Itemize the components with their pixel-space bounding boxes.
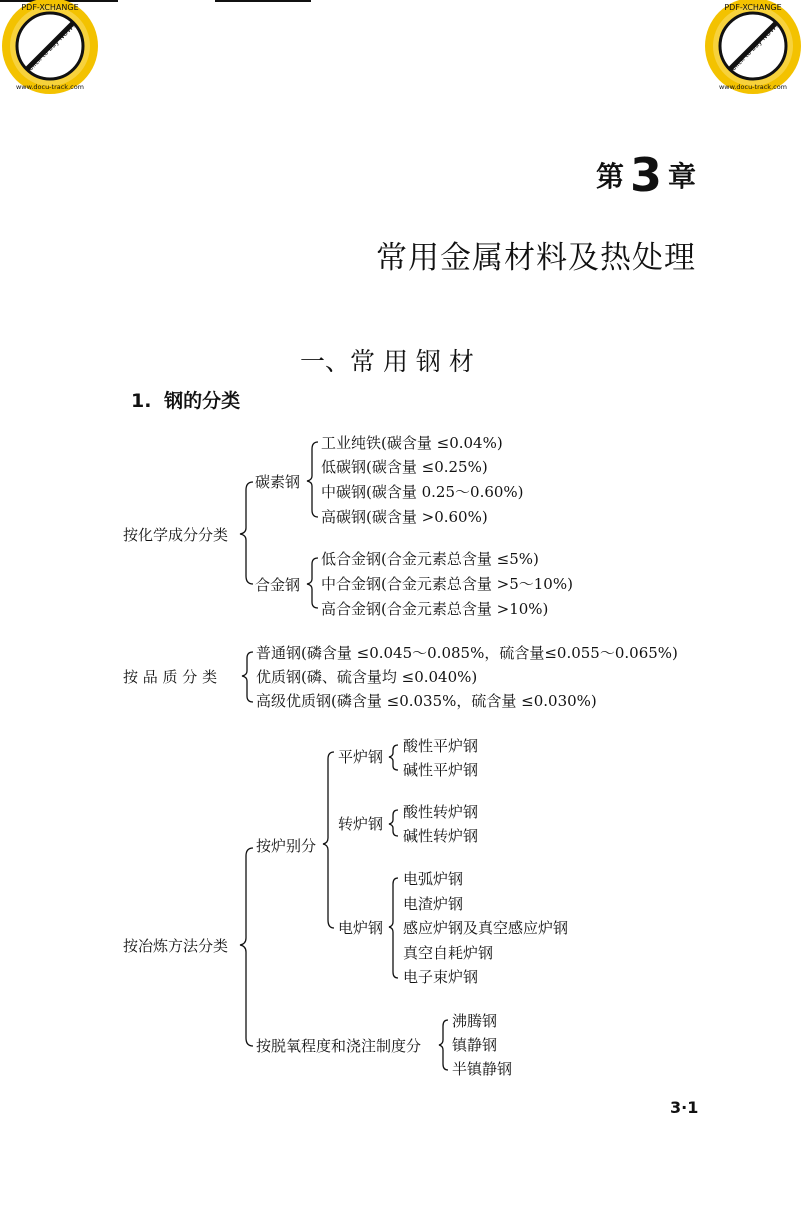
label-furnace: 按炉别分: [256, 837, 317, 855]
label-electric: 电炉钢: [338, 919, 384, 937]
list-item: 电子束炉钢: [403, 968, 479, 986]
list-item: 中碳钢(碳含量 0.25～0.60%): [321, 483, 524, 501]
list-item: 碱性平炉钢: [403, 761, 479, 779]
list-item: 高合金钢(合金元素总含量 >10%): [321, 600, 549, 618]
svg-text:PDF-XCHANGE: PDF-XCHANGE: [724, 3, 782, 12]
svg-text:Click to buy NOW!: Click to buy NOW!: [728, 21, 780, 73]
label-deox: 按脱氧程度和浇注制度分: [256, 1037, 422, 1055]
chapter-title: 常用金属材料及热处理: [376, 240, 696, 276]
list-item: 电弧炉钢: [403, 870, 464, 888]
brace-alloy: [307, 558, 318, 608]
list-item: 碱性转炉钢: [403, 827, 479, 845]
list-item: 电渣炉钢: [403, 895, 464, 913]
chapter-suffix: 章: [667, 160, 696, 193]
brace-chem: [240, 482, 253, 584]
list-item: 高级优质钢(磷含量 ≤0.035%，硫含量 ≤0.030%): [256, 692, 597, 710]
chapter-number: 3: [629, 148, 662, 202]
label-chem: 按化学成分分类: [123, 526, 229, 544]
svg-text:www.docu-track.com: www.docu-track.com: [718, 83, 788, 91]
section-heading: 一、常 用 钢 材: [300, 347, 474, 376]
brace-open-hearth: [389, 745, 398, 770]
svg-text:Click to buy NOW!: Click to buy NOW!: [25, 21, 77, 73]
svg-text:PDF-XCHANGE: PDF-XCHANGE: [21, 3, 79, 12]
svg-text:www.docu-track.com: www.docu-track.com: [15, 83, 85, 91]
brace-smelt: [240, 848, 253, 1046]
list-item: 普通钢(磷含量 ≤0.045～0.085%，硫含量≤0.055～0.065%): [256, 644, 678, 662]
list-item: 工业纯铁(碳含量 ≤0.04%): [321, 434, 503, 452]
list-item: 沸腾钢: [452, 1012, 498, 1030]
subsection-title: 钢的分类: [164, 390, 241, 412]
list-item: 酸性平炉钢: [403, 737, 479, 755]
list-item: 酸性转炉钢: [403, 803, 479, 821]
label-alloy: 合金钢: [255, 576, 301, 594]
list-item: 镇静钢: [452, 1036, 498, 1054]
label-quality: 按 品 质 分 类: [123, 668, 218, 686]
brace-electric: [389, 878, 398, 978]
subsection-number: 1.: [131, 390, 152, 412]
brace-carbon: [307, 442, 318, 517]
list-item: 低合金钢(合金元素总含量 ≤5%): [321, 550, 539, 568]
brace-deox: [439, 1020, 448, 1070]
list-item: 半镇静钢: [452, 1060, 513, 1078]
list-item: 中合金钢(合金元素总含量 >5～10%): [321, 575, 573, 593]
list-item: 优质钢(磷、硫含量均 ≤0.040%): [256, 668, 478, 686]
brace-converter: [389, 810, 398, 836]
page-number: 3·1: [670, 1098, 699, 1117]
brace-quality: [242, 652, 253, 702]
list-item: 真空自耗炉钢: [403, 944, 494, 962]
label-carbon: 碳素钢: [255, 473, 301, 491]
brace-furnace: [323, 752, 334, 928]
list-item: 低碳钢(碳含量 ≤0.25%): [321, 458, 488, 476]
chapter-prefix: 第: [595, 160, 624, 193]
label-smelt: 按冶炼方法分类: [123, 937, 229, 955]
list-item: 高碳钢(碳含量 >0.60%): [321, 508, 488, 526]
list-item: 感应炉钢及真空感应炉钢: [403, 919, 569, 937]
label-converter: 转炉钢: [338, 815, 384, 833]
label-open-hearth: 平炉钢: [338, 748, 384, 766]
